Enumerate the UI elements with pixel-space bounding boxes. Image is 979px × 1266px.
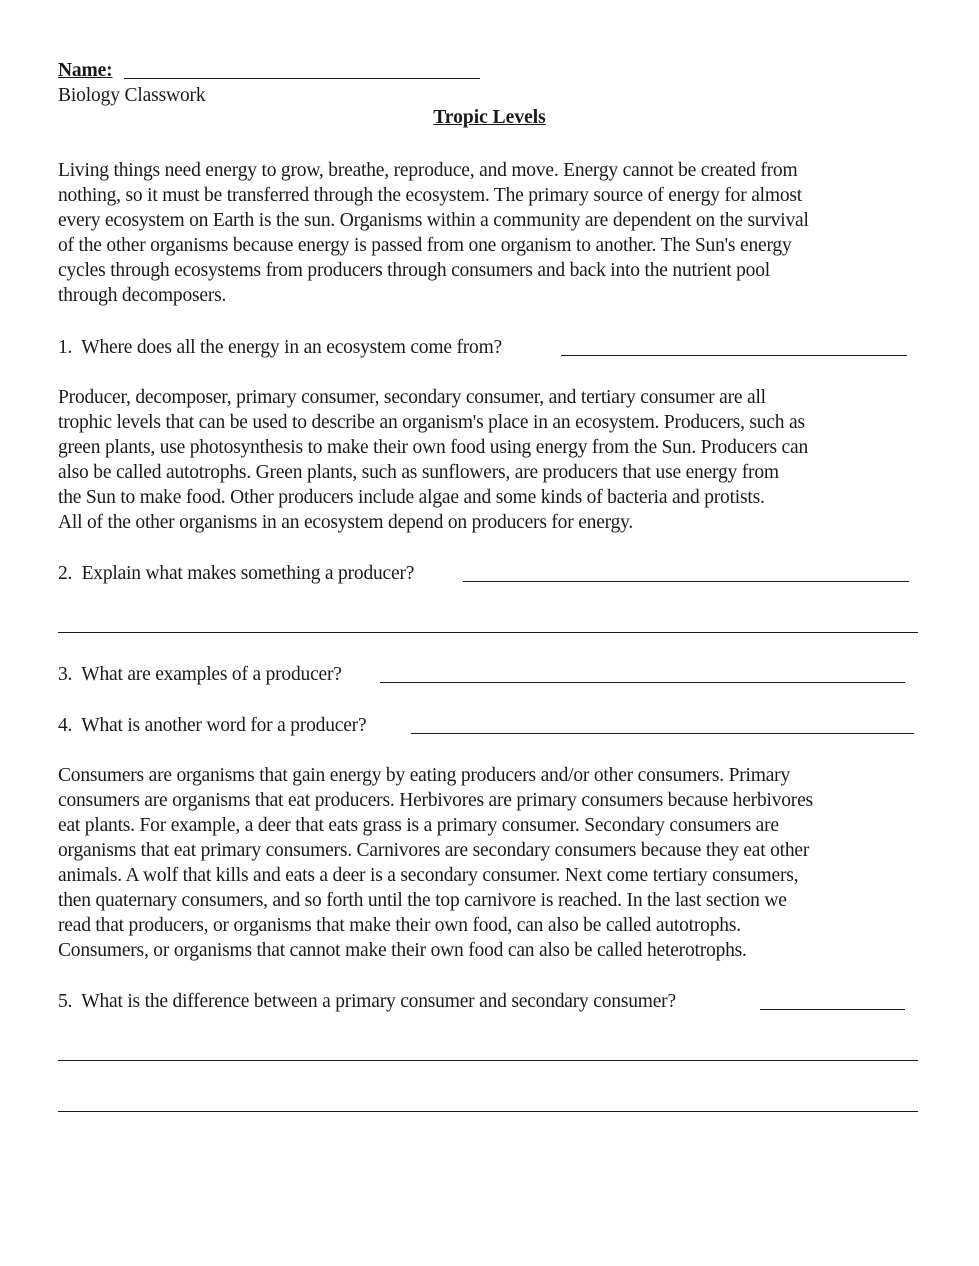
name-answer-line[interactable] (124, 78, 480, 79)
paragraph-line: trophic levels that can be used to describe an organism's place in an ecosystem. Producers, such as (58, 412, 805, 433)
answer-line-1[interactable] (561, 355, 907, 356)
page-title: Tropic Levels (433, 107, 546, 128)
name-label: Name: (58, 60, 113, 81)
paragraph-line: animals. A wolf that kills and eats a deer is a secondary consumer. Next come tertiary consumers, (58, 865, 799, 886)
question-text: What is the difference between a primary consumer and secondary consumer? (81, 991, 676, 1012)
answer-line-5a[interactable] (760, 1009, 905, 1010)
paragraph-line: Living things need energy to grow, breathe, reproduce, and move. Energy cannot be created from (58, 160, 798, 181)
paragraph-line: through decomposers. (58, 285, 227, 306)
consumers-paragraph (58, 763, 928, 963)
paragraph-line: organisms that eat primary consumers. Carnivores are secondary consumers because they eat other (58, 840, 810, 861)
question-number: 3. (58, 664, 73, 685)
paragraph-line: every ecosystem on Earth is the sun. Organisms within a community are dependent on the survival (58, 210, 809, 231)
course-label: Biology Classwork (58, 85, 206, 106)
paragraph-line: Consumers are organisms that gain energy by eating producers and/or other consumers. Primary (58, 765, 790, 786)
question-3 (58, 662, 342, 687)
answer-line-4[interactable] (411, 733, 914, 734)
question-text: What are examples of a producer? (81, 664, 342, 685)
paragraph-line: cycles through ecosystems from producers through consumers and back into the nutrient pool (58, 260, 770, 281)
paragraph-line: green plants, use photosynthesis to make their own food using energy from the Sun. Producers can (58, 437, 809, 458)
paragraph-line: of the other organisms because energy is passed from one organism to another. The Sun's energy (58, 235, 792, 256)
question-2 (58, 561, 414, 586)
question-text: Explain what makes something a producer? (81, 563, 415, 584)
question-text: Where does all the energy in an ecosystem come from? (81, 337, 503, 358)
question-number: 4. (58, 715, 73, 736)
paragraph-line: All of the other organisms in an ecosystem depend on producers for energy. (58, 512, 634, 533)
intro-paragraph (58, 158, 928, 308)
answer-line-5c[interactable] (58, 1111, 918, 1112)
answer-line-2a[interactable] (463, 581, 909, 582)
producers-paragraph (58, 385, 928, 535)
question-number: 1. (58, 337, 73, 358)
question-number: 2. (58, 563, 73, 584)
answer-line-3[interactable] (380, 682, 905, 683)
paragraph-line: eat plants. For example, a deer that eats grass is a primary consumer. Secondary consumers are (58, 815, 779, 836)
paragraph-line: also be called autotrophs. Green plants, such as sunflowers, are producers that use energy from (58, 462, 779, 483)
question-text: What is another word for a producer? (81, 715, 367, 736)
answer-line-5b[interactable] (58, 1060, 918, 1061)
paragraph-line: the Sun to make food. Other producers include algae and some kinds of bacteria and protists. (58, 487, 765, 508)
paragraph-line: then quaternary consumers, and so forth until the top carnivore is reached. In the last section we (58, 890, 787, 911)
question-number: 5. (58, 991, 73, 1012)
question-1 (58, 335, 502, 360)
question-5 (58, 989, 676, 1014)
question-4 (58, 713, 366, 738)
paragraph-line: read that producers, or organisms that make their own food, can also be called autotrophs. (58, 915, 741, 936)
paragraph-line: Producer, decomposer, primary consumer, secondary consumer, and tertiary consumer are all (58, 387, 766, 408)
paragraph-line: Consumers, or organisms that cannot make their own food can also be called heterotrophs. (58, 940, 747, 961)
paragraph-line: nothing, so it must be transferred through the ecosystem. The primary source of energy for almost (58, 185, 802, 206)
answer-line-2b[interactable] (58, 632, 918, 633)
paragraph-line: consumers are organisms that eat producers. Herbivores are primary consumers because herbivores (58, 790, 813, 811)
